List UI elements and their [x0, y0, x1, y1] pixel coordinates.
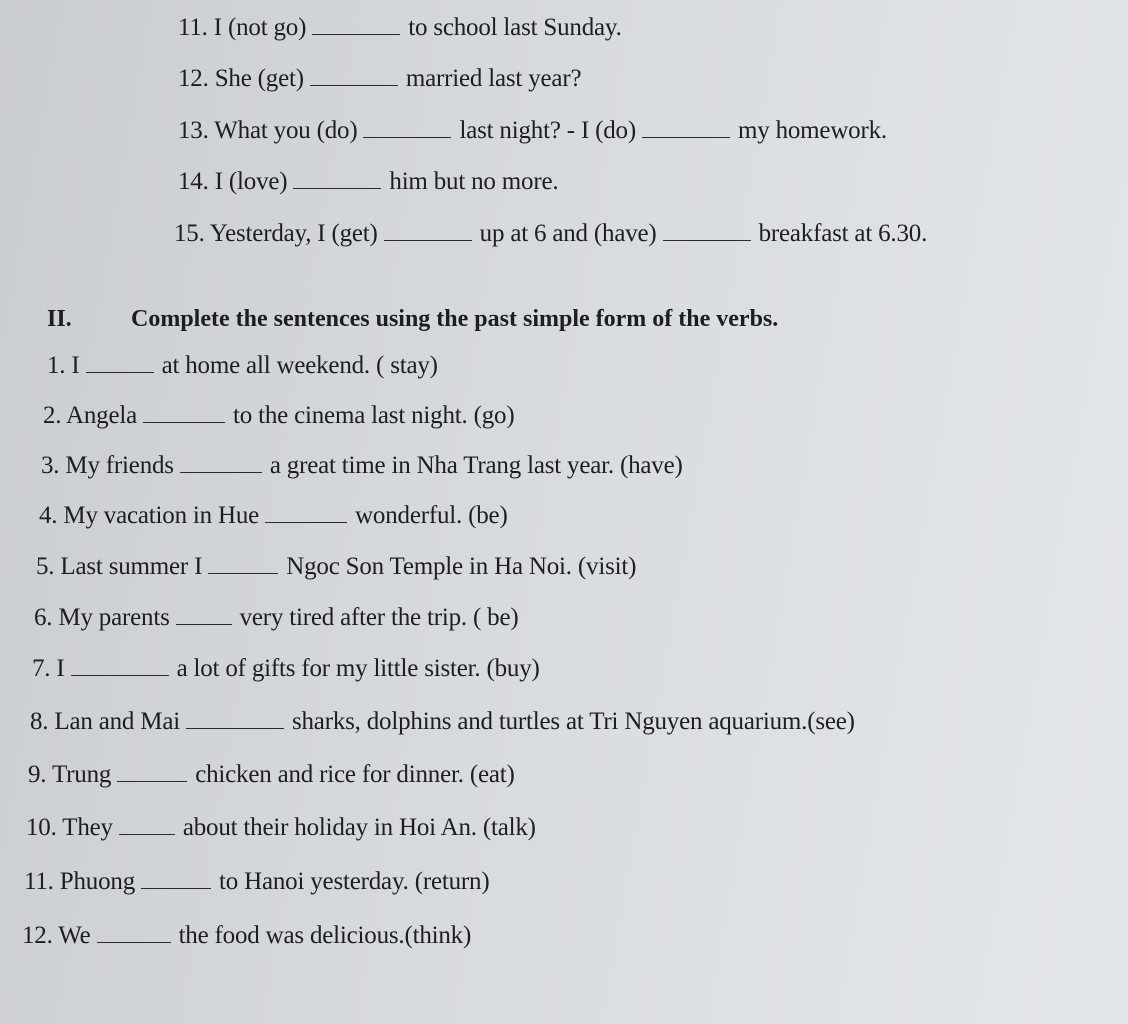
item-text: to the cinema last night. (go): [233, 402, 515, 429]
item-text: She (get): [214, 65, 304, 92]
exercise-item-2-1: [47, 350, 438, 382]
item-text: My friends: [65, 452, 174, 479]
section-number: II.: [47, 306, 72, 332]
item-text: a great time in Nha Trang last year. (have): [269, 452, 683, 479]
answer-blank[interactable]: [97, 924, 171, 943]
item-text: last night? - I (do): [459, 117, 636, 144]
item-text: wonderful. (be): [355, 502, 508, 529]
answer-blank[interactable]: [71, 657, 169, 676]
answer-blank[interactable]: [293, 170, 381, 189]
answer-blank[interactable]: [186, 710, 284, 729]
exercise-item-2-5: [36, 551, 636, 583]
exercise-item-2-8: [30, 706, 855, 738]
answer-blank[interactable]: [310, 67, 398, 86]
item-number: 8.: [30, 708, 49, 735]
answer-blank[interactable]: [117, 763, 187, 782]
item-text: married last year?: [405, 65, 582, 92]
item-text: My parents: [58, 604, 170, 631]
item-text: breakfast at 6.30.: [758, 220, 928, 247]
answer-blank[interactable]: [265, 504, 347, 523]
exercise-item-2-3: [41, 450, 683, 482]
item-number: 12.: [22, 922, 53, 949]
item-text: about their holiday in Hoi An. (talk): [182, 814, 536, 841]
item-text: My vacation in Hue: [63, 502, 260, 529]
item-text: at home all weekend. ( stay): [161, 352, 438, 379]
answer-blank[interactable]: [180, 454, 262, 473]
item-number: 6.: [34, 604, 53, 631]
item-text: Yesterday, I (get): [209, 220, 378, 247]
item-text: I (love): [214, 168, 288, 195]
item-number: 13.: [178, 117, 209, 144]
answer-blank[interactable]: [384, 222, 472, 241]
exercise-item-2-11: [24, 866, 489, 898]
item-number: 5.: [36, 553, 55, 580]
item-text: They: [62, 814, 113, 841]
item-text: my homework.: [737, 117, 887, 144]
item-text: What you (do): [214, 117, 358, 144]
answer-blank[interactable]: [208, 555, 278, 574]
section-instruction: Complete the sentences using the past simple form of the verbs.: [131, 306, 779, 332]
answer-blank[interactable]: [176, 606, 232, 625]
item-number: 3.: [41, 452, 60, 479]
answer-blank[interactable]: [143, 404, 225, 423]
item-text: to Hanoi yesterday. (return): [219, 868, 490, 895]
answer-blank[interactable]: [141, 870, 211, 889]
item-text: I: [71, 352, 80, 379]
exercise-item-1-11: [178, 12, 622, 44]
item-number: 12.: [178, 65, 209, 92]
item-text: very tired after the trip. ( be): [239, 604, 519, 631]
item-text: chicken and rice for dinner. (eat): [195, 761, 515, 788]
answer-blank[interactable]: [663, 222, 751, 241]
item-text: Trung: [51, 761, 112, 788]
answer-blank[interactable]: [642, 119, 730, 138]
answer-blank[interactable]: [86, 354, 154, 373]
exercise-item-2-7: [32, 653, 540, 685]
item-number: 9.: [28, 761, 47, 788]
exercise-item-1-12: [178, 63, 581, 95]
item-text: up at 6 and (have): [479, 220, 657, 247]
exercise-item-1-15: [174, 218, 927, 250]
exercise-item-2-9: [28, 759, 515, 791]
item-text: Phuong: [59, 868, 136, 895]
exercise-item-2-2: [43, 400, 514, 432]
item-number: 2.: [43, 402, 62, 429]
item-text: him but no more.: [389, 168, 559, 195]
item-number: 7.: [32, 655, 51, 682]
item-text: sharks, dolphins and turtles at Tri Nguyen aquarium.(see): [291, 708, 855, 735]
answer-blank[interactable]: [312, 16, 400, 35]
item-text: We: [58, 922, 91, 949]
item-number: 10.: [26, 814, 57, 841]
answer-blank[interactable]: [119, 816, 175, 835]
item-number: 4.: [39, 502, 58, 529]
item-number: 15.: [174, 220, 205, 247]
item-number: 11.: [178, 14, 208, 41]
item-text: to school last Sunday.: [408, 14, 622, 41]
item-text: Last summer I: [60, 553, 203, 580]
item-number: 1.: [47, 352, 66, 379]
item-text: I: [56, 655, 65, 682]
item-text: I (not go): [213, 14, 307, 41]
item-text: Angela: [66, 402, 138, 429]
exercise-item-2-6: [34, 602, 518, 634]
exercise-item-2-10: [26, 812, 536, 844]
exercise-item-2-4: [39, 500, 508, 532]
item-text: a lot of gifts for my little sister. (buy): [176, 655, 540, 682]
exercise-item-1-13: [178, 115, 887, 147]
exercise-item-2-12: [22, 920, 471, 952]
answer-blank[interactable]: [363, 119, 451, 138]
item-text: the food was delicious.(think): [178, 922, 472, 949]
item-number: 14.: [178, 168, 209, 195]
exercise-item-1-14: [178, 166, 558, 198]
item-text: Lan and Mai: [54, 708, 180, 735]
item-number: 11.: [24, 868, 54, 895]
item-text: Ngoc Son Temple in Ha Noi. (visit): [286, 553, 637, 580]
